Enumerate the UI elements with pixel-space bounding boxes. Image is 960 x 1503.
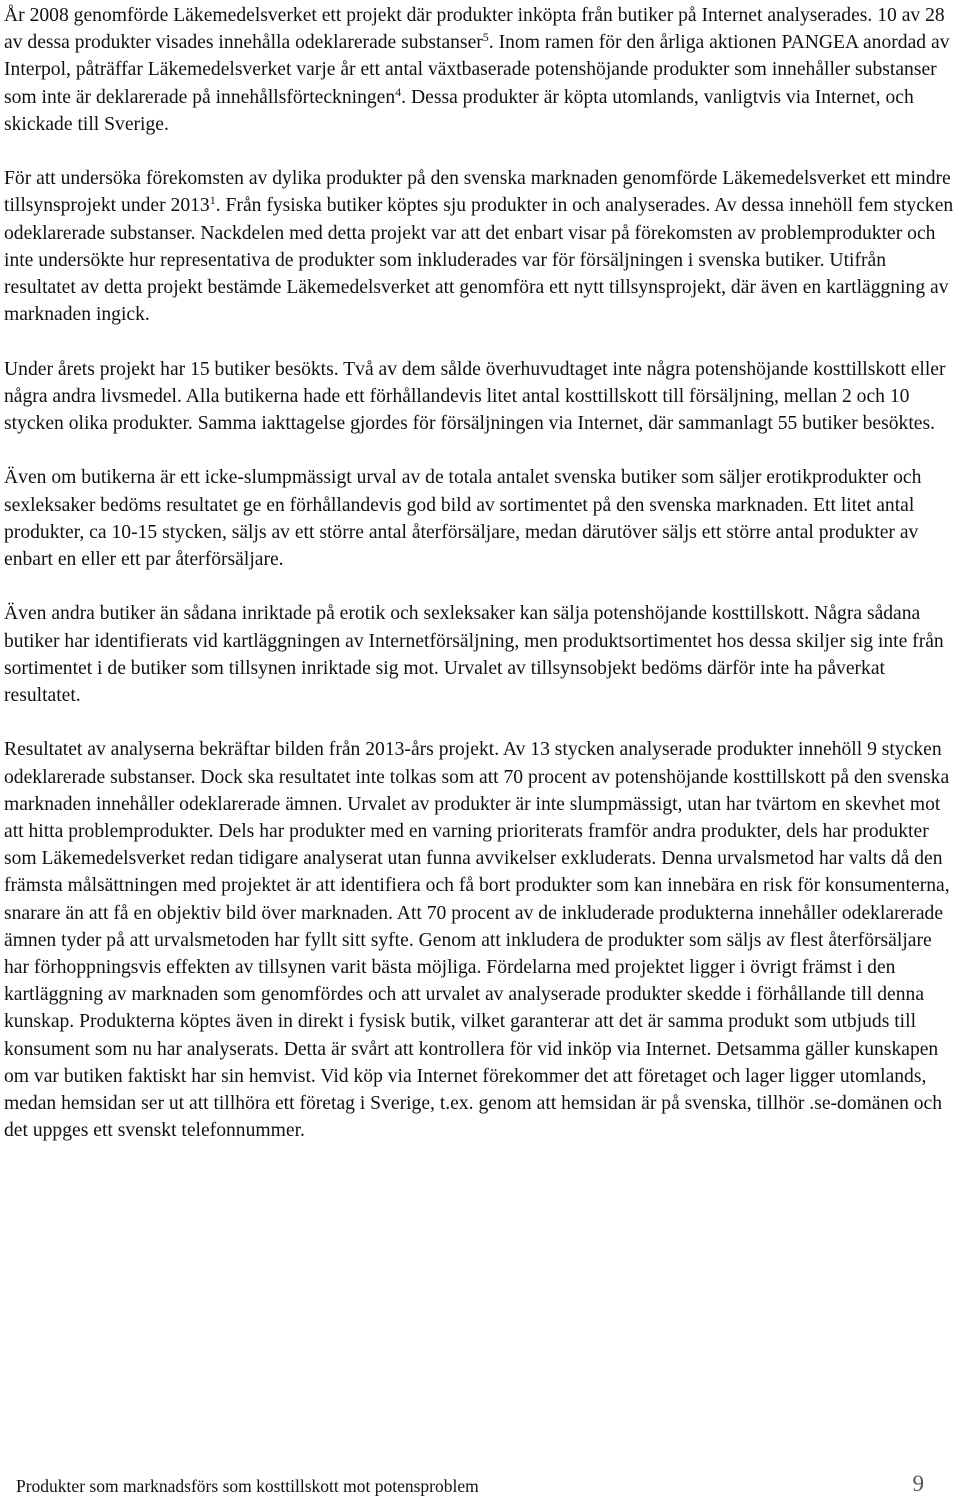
reference-marker: 5 xyxy=(482,30,489,45)
paragraph-1 xyxy=(4,2,958,138)
paragraph-3: Under årets projekt har 15 butiker besökts. Två av dem sålde överhuvudtaget inte några potenshöjande kosttillskott eller några andra livsmedel. Alla butikerna hade ett förhållandevis litet antal kosttillskott till försäljning, mellan 2 och 10 stycken olika produkter. Samma iakttagelse gjordes för försäljningen via Internet, där sammanlagt 55 butiker besöktes. xyxy=(4,358,946,435)
paragraph-4: Även om butikerna är ett icke-slumpmässigt urval av de totala antalet svenska butiker som säljer erotikprodukter och sexleksaker bedöms resultatet ge en förhållandevis god bild av sortimentet på den svenska marknaden. Ett litet antal produkter, ca 10-15 stycken, säljs av ett större antal återförsäljare, medan därutöver säljs ett större antal produkter av enbart en eller ett par återförsäljare. xyxy=(4,467,922,571)
paragraph-1-text-b: . Inom ramen för den årliga aktionen PANGEA anordad av Interpol, påträffar Läkemedelsverket varje år ett antal växtbaserade potenshöjande produkter som innehåller substanser som inte är deklarerade på innehållsförteckningen xyxy=(4,32,950,108)
paragraph-1-text-c: . Dessa produkter är köpta utomlands, vanligtvis via Internet, och skickade till Sverige. xyxy=(4,86,914,135)
paragraph-2-text-b: . Från fysiska butiker köptes sju produkter in och analyserades. Av dessa innehöll fem stycken odeklarerade substanser. Nackdelen med detta projekt var att det enbart visar på förekomsten av problemprodukter och inte undersökte hur representativa de produkter som inkluderades var för försäljningen i svenska butiker. Utifrån resultatet av detta projekt bestämde Läkemedelsverket att genomföra ett nytt tillsynsprojekt, där även en kartläggning av marknaden ingick. xyxy=(4,195,954,326)
document-body xyxy=(4,2,958,1172)
footer-title: Produkter som marknadsförs som kosttillskott mot potensproblem xyxy=(16,1476,479,1496)
page-number: 9 xyxy=(912,1471,924,1496)
paragraph-2 xyxy=(4,165,958,328)
reference-marker: 1 xyxy=(209,193,216,208)
paragraph-5: Även andra butiker än sådana inriktade på erotik och sexleksaker kan sälja potenshöjande kosttillskott. Några sådana butiker har identifierats vid kartläggningen av Internetförsäljning, men produktsortimentet hos dessa skiljer sig inte från sortimentet i de butiker som tillsynen inriktade sig mot. Urvalet av tillsynsobjekt bedöms därför inte ha påverkat resultatet. xyxy=(4,603,944,707)
paragraph-1-text-a: År 2008 genomförde Läkemedelsverket ett projekt där produkter inköpta från butiker på Internet analyserades. 10 av 28 av dessa produkter visades innehålla odeklarerade substanser xyxy=(4,5,945,54)
paragraph-6: Resultatet av analyserna bekräftar bilden från 2013-års projekt. Av 13 stycken analyserade produkter innehöll 9 stycken odeklarerade substanser. Dock ska resultatet inte tolkas som att 70 procent av potenshöjande kosttillskott på den svenska marknaden innehåller odeklarerade ämnen. Urvalet av produkter är inte slumpmässigt, utan har tvärtom en skevhet mot att hitta problemprodukter. Dels har produkter med en varning prioriterats framför andra produkter, dels har produkter som Läkemedelsverket redan tidigare analyserat utan funna avvikelser exkluderats. Denna urvalsmetod har valts då den främsta målsättningen med projektet är att identifiera och få bort produkter som kan innebära en risk för konsumenterna, snarare än att få en objektiv bild över marknaden. Att 70 procent av de inkluderade produkterna innehåller odeklarerade ämnen tyder på att urvalsmetoden har fyllt sitt syfte. Genom att inkludera de produkter som säljs av flest återförsäljare har förhoppningsvis effekten av tillsynen varit bästa möjliga. Fördelarna med projektet ligger i övrigt främst i den kartläggning av marknaden som genomfördes och att urvalet av analyserade produkter skedde i förhållande till denna kunskap. Produkterna köptes även in direkt i fysisk butik, vilket garanterar att det är samma produkt som utbjuds till konsument som nu har analyserats. Detta är svårt att kontrollera för vid inköp via Internet. Detsamma gäller kunskapen om var butiken faktiskt har sin hemvist. Vid köp via Internet förekommer det att företaget och lager ligger utomlands, medan hemsidan ser ut att tillhöra ett företag i Sverige, t.ex. genom att hemsidan är på svenska, tillhör .se-domänen och det uppges ett svenskt telefonnummer. xyxy=(4,739,950,1142)
paragraph-2-text-a: För att undersöka förekomsten av dylika produkter på den svenska marknaden genomförde Läkemedelsverket ett mindre tillsynsprojekt under 2013 xyxy=(4,168,951,217)
reference-marker: 4 xyxy=(395,84,402,99)
